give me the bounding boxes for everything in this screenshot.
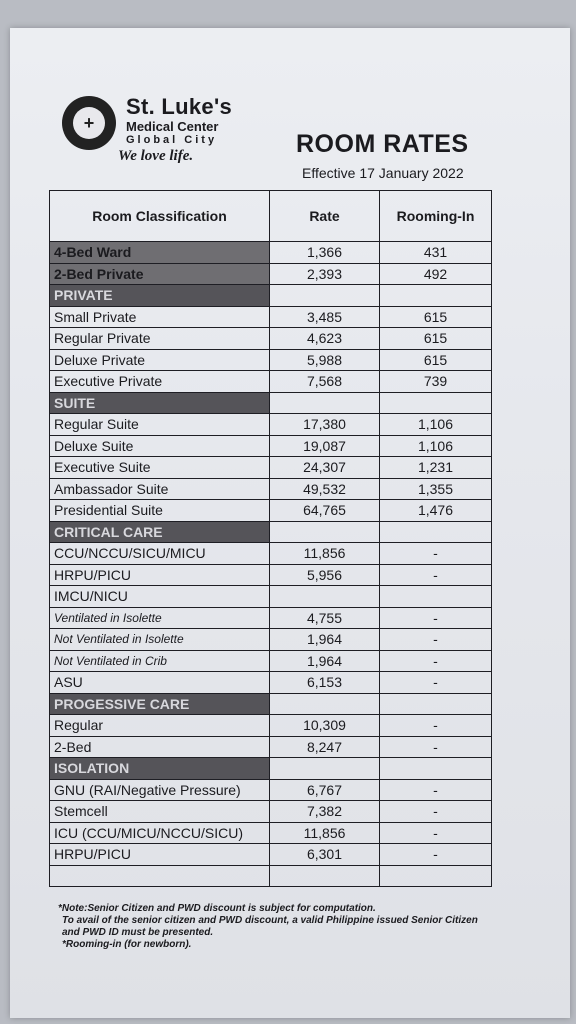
rooming-in-cell [380, 758, 492, 780]
rate-cell: 1,366 [270, 242, 380, 264]
table-row [50, 758, 492, 780]
room-classification: Presidential Suite [50, 500, 270, 522]
rooming-in-cell: 1,231 [380, 457, 492, 479]
room-classification: Executive Suite [50, 457, 270, 479]
rooming-in-cell: - [380, 736, 492, 758]
room-classification: 4-Bed Ward [50, 242, 270, 264]
rooming-in-cell: - [380, 779, 492, 801]
room-classification: Deluxe Suite [50, 435, 270, 457]
rate-cell: 17,380 [270, 414, 380, 436]
rate-cell [270, 285, 380, 307]
rooming-in-cell: 1,106 [380, 414, 492, 436]
table-row [50, 844, 492, 866]
rate-cell: 24,307 [270, 457, 380, 479]
room-classification: HRPU/PICU [50, 844, 270, 866]
column-header-rooming-in: Rooming-In [380, 191, 492, 242]
room-classification: Not Ventilated in Isolette [50, 629, 270, 651]
table-row [50, 457, 492, 479]
rooming-in-cell: - [380, 844, 492, 866]
rooming-in-cell: 1,355 [380, 478, 492, 500]
room-classification: Executive Private [50, 371, 270, 393]
rooming-in-cell: - [380, 672, 492, 694]
column-header-classification: Room Classification [50, 191, 270, 242]
hospital-subtitle: Medical Center [126, 119, 219, 134]
table-row [50, 865, 492, 887]
room-classification: HRPU/PICU [50, 564, 270, 586]
rooming-in-cell: 431 [380, 242, 492, 264]
rooming-in-cell: - [380, 629, 492, 651]
rate-cell: 1,964 [270, 629, 380, 651]
table-header-row [50, 191, 492, 242]
table-row [50, 822, 492, 844]
rooming-in-cell [380, 521, 492, 543]
rate-cell: 4,623 [270, 328, 380, 350]
table-row [50, 392, 492, 414]
rooming-in-cell: - [380, 607, 492, 629]
room-classification: 2-Bed [50, 736, 270, 758]
note-line: and PWD ID must be presented. [62, 927, 214, 938]
rate-cell: 64,765 [270, 500, 380, 522]
rooming-in-cell: - [380, 715, 492, 737]
column-header-rate: Rate [270, 191, 380, 242]
rate-cell [270, 758, 380, 780]
rooming-in-cell: 739 [380, 371, 492, 393]
rooming-in-cell: 615 [380, 349, 492, 371]
note-line: To avail of the senior citizen and PWD discount, a valid Philippine issued Senior Citizen [62, 915, 478, 926]
table-row [50, 672, 492, 694]
rate-cell [270, 392, 380, 414]
table-row [50, 650, 492, 672]
rooming-in-cell: - [380, 543, 492, 565]
room-classification: Ambassador Suite [50, 478, 270, 500]
room-classification: Ventilated in Isolette [50, 607, 270, 629]
rate-cell: 2,393 [270, 263, 380, 285]
table-row [50, 715, 492, 737]
table-row [50, 306, 492, 328]
rate-cell [270, 693, 380, 715]
section-header: PRIVATE [50, 285, 270, 307]
hospital-name: St. Luke's [126, 94, 233, 119]
hospital-seal-icon [62, 96, 116, 150]
effective-date: Effective 17 January 2022 [302, 165, 464, 181]
table-row [50, 736, 492, 758]
table-row [50, 263, 492, 285]
table-row [50, 371, 492, 393]
rate-cell: 49,532 [270, 478, 380, 500]
rooming-in-cell [380, 392, 492, 414]
rooming-in-cell: 1,476 [380, 500, 492, 522]
room-classification: Regular Private [50, 328, 270, 350]
room-classification: Not Ventilated in Crib [50, 650, 270, 672]
rooming-in-cell: - [380, 801, 492, 823]
room-classification: CCU/NCCU/SICU/MICU [50, 543, 270, 565]
room-classification: Regular Suite [50, 414, 270, 436]
table-row [50, 543, 492, 565]
note-line: *Note:Senior Citizen and PWD discount is subject for computation. [58, 903, 376, 914]
rate-cell: 6,767 [270, 779, 380, 801]
room-classification: Small Private [50, 306, 270, 328]
table-row [50, 607, 492, 629]
rate-cell: 19,087 [270, 435, 380, 457]
table-row [50, 521, 492, 543]
table-row [50, 801, 492, 823]
hospital-logo [62, 92, 252, 184]
rate-cell: 6,153 [270, 672, 380, 694]
room-classification: Stemcell [50, 801, 270, 823]
section-header: ISOLATION [50, 758, 270, 780]
room-classification: GNU (RAI/Negative Pressure) [50, 779, 270, 801]
room-rates-table [49, 190, 492, 887]
hospital-tagline: We love life. [118, 148, 194, 164]
rate-cell [270, 521, 380, 543]
room-classification: Regular [50, 715, 270, 737]
room-classification [50, 865, 270, 887]
table-row [50, 500, 492, 522]
rooming-in-cell [380, 865, 492, 887]
rooming-in-cell [380, 586, 492, 608]
rate-cell: 4,755 [270, 607, 380, 629]
rate-cell: 5,988 [270, 349, 380, 371]
rate-cell [270, 586, 380, 608]
table-row [50, 478, 492, 500]
section-header: CRITICAL CARE [50, 521, 270, 543]
footnotes [58, 903, 488, 951]
rate-cell: 11,856 [270, 543, 380, 565]
rooming-in-cell: 615 [380, 306, 492, 328]
rooming-in-cell: - [380, 564, 492, 586]
section-header: PROGESSIVE CARE [50, 693, 270, 715]
room-classification: IMCU/NICU [50, 586, 270, 608]
rooming-in-cell [380, 693, 492, 715]
table-row [50, 629, 492, 651]
seal-mark: + [73, 107, 105, 139]
table-row [50, 349, 492, 371]
rate-cell: 10,309 [270, 715, 380, 737]
room-classification: Deluxe Private [50, 349, 270, 371]
rooming-in-cell: - [380, 650, 492, 672]
rate-cell [270, 865, 380, 887]
section-header: SUITE [50, 392, 270, 414]
rate-cell: 1,964 [270, 650, 380, 672]
rooming-in-cell: 615 [380, 328, 492, 350]
rate-cell: 3,485 [270, 306, 380, 328]
room-classification: 2-Bed Private [50, 263, 270, 285]
table-row [50, 328, 492, 350]
rooming-in-cell [380, 285, 492, 307]
rate-cell: 5,956 [270, 564, 380, 586]
table-row [50, 285, 492, 307]
room-classification: ICU (CCU/MICU/NCCU/SICU) [50, 822, 270, 844]
note-line: *Rooming-in (for newborn). [62, 939, 192, 950]
rate-cell: 7,568 [270, 371, 380, 393]
room-classification: ASU [50, 672, 270, 694]
table-row [50, 564, 492, 586]
rooming-in-cell: 492 [380, 263, 492, 285]
rooming-in-cell: - [380, 822, 492, 844]
table-row [50, 693, 492, 715]
hospital-city: Global City [126, 134, 218, 146]
table-row [50, 586, 492, 608]
rate-cell: 8,247 [270, 736, 380, 758]
rate-cell: 7,382 [270, 801, 380, 823]
table-row [50, 414, 492, 436]
table-row [50, 242, 492, 264]
rate-cell: 6,301 [270, 844, 380, 866]
page-title: ROOM RATES [296, 130, 469, 158]
table-row [50, 779, 492, 801]
rate-cell: 11,856 [270, 822, 380, 844]
table-row [50, 435, 492, 457]
rooming-in-cell: 1,106 [380, 435, 492, 457]
